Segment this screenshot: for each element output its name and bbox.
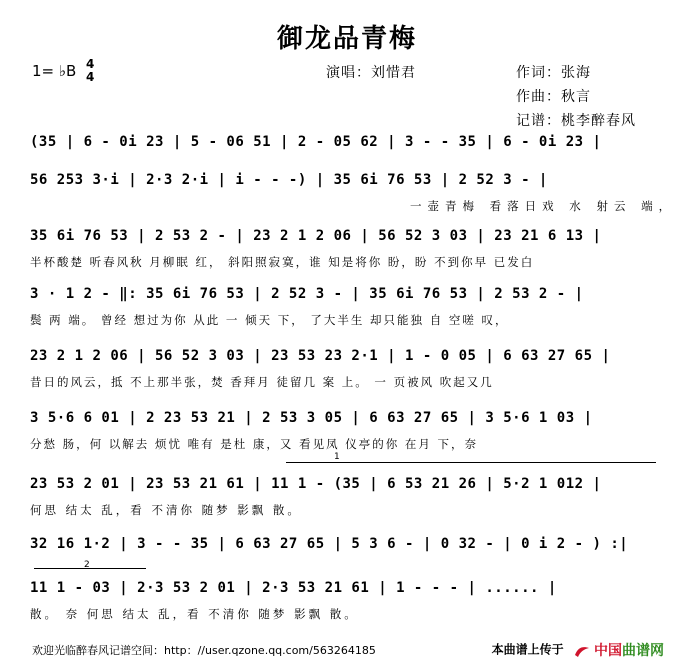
lyrics: 半杯酸楚 听春风秋 月柳眠 红， 斜阳照寂寞，谁 知是将你 盼，盼 不到你早 已发白 (30, 255, 535, 269)
volta-1-label: 1 (334, 452, 340, 462)
volta-2-bracket (34, 568, 146, 569)
composer-credit: 作曲：秋言 (516, 89, 591, 105)
lyrics: 何思 结太 乱，看 不清你 随梦 影飘 散。 (30, 503, 302, 517)
notes: 3 · 1 2 - ‖: 35 6i 76 53 | 2 52 3 - | 35 6i 76 53 | 2 53 2 - | (30, 286, 584, 302)
singer-credit: 演唱：刘惜君 (326, 65, 416, 81)
lyricist-credit: 作词：张海 (516, 65, 591, 81)
notes: (35 | 6 - 0i 23 | 5 - 06 51 | 2 - 05 62 | 3 - - 35 | 6 - 0i 23 | (30, 134, 602, 150)
transcriber-credit: 记谱：桃李醉春风 (516, 113, 636, 129)
notes: 23 2 1 2 06 | 56 52 3 03 | 23 53 23 2·1 | 1 - 0 05 | 6 63 27 65 | (30, 348, 611, 364)
lyrics: 分愁 肠，何 以解去 烦忧 唯有 是杜 康，又 看见凤 仪亭的你 在月 下，奈 (30, 437, 479, 451)
upload-credit (492, 640, 664, 660)
notes: 35 6i 76 53 | 2 53 2 - | 23 2 1 2 06 | 56 52 3 03 | 23 21 6 13 | (30, 228, 602, 244)
key-signature: 1= ♭B (32, 62, 77, 80)
lyrics: 散。 奈 何思 结太 乱，看 不清你 随梦 影飘 散。 (30, 607, 359, 621)
lyrics: 一壶青梅 看落日戏 水 射云 端， (410, 199, 677, 213)
volta-1-bracket (286, 462, 656, 463)
logo-text-green: 曲谱网 (622, 643, 664, 659)
volta-2-label: 2 (84, 560, 90, 570)
song-title: 御龙品青梅 (276, 24, 417, 54)
lyrics: 鬓 两 端。 曾经 想过为你 从此 一 倾天 下， 了大半生 却只能独 自 空嗟 叹， (30, 313, 509, 327)
meter-top: 4 (86, 57, 95, 71)
upload-text: 本曲谱上传于 (491, 642, 564, 657)
notes: 23 53 2 01 | 23 53 21 61 | 11 1 - (35 | 6 53 21 26 | 5·2 1 012 | (30, 476, 602, 492)
footer-website: 欢迎光临醉春风记谱空间：http：//user.qzone.qq.com/563264185 (32, 644, 376, 657)
lyrics: 昔日的风云，抵 不上那半张，焚 香拜月 徒留几 案 上。 一 页被风 吹起又几 (30, 375, 494, 389)
meter-bottom: 4 (86, 70, 95, 84)
notes: 56 253 3·i | 2·3 2·i | i - - -) | 35 6i 76 53 | 2 52 3 - | (30, 172, 548, 188)
time-signature (86, 58, 94, 84)
logo-text-red: 中国 (594, 643, 622, 659)
notes: 11 1 - 03 | 2·3 53 2 01 | 2·3 53 21 61 | 1 - - - | ...... | (30, 580, 557, 596)
site-logo (574, 640, 664, 660)
notes: 3 5·6 6 01 | 2 23 53 21 | 2 53 3 05 | 6 63 27 65 | 3 5·6 1 03 | (30, 410, 593, 426)
logo-icon (574, 645, 590, 659)
notes: 32 16 1·2 | 3 - - 35 | 6 63 27 65 | 5 3 6 - | 0 32 - | 0 i 2 - ) :| (30, 536, 629, 552)
